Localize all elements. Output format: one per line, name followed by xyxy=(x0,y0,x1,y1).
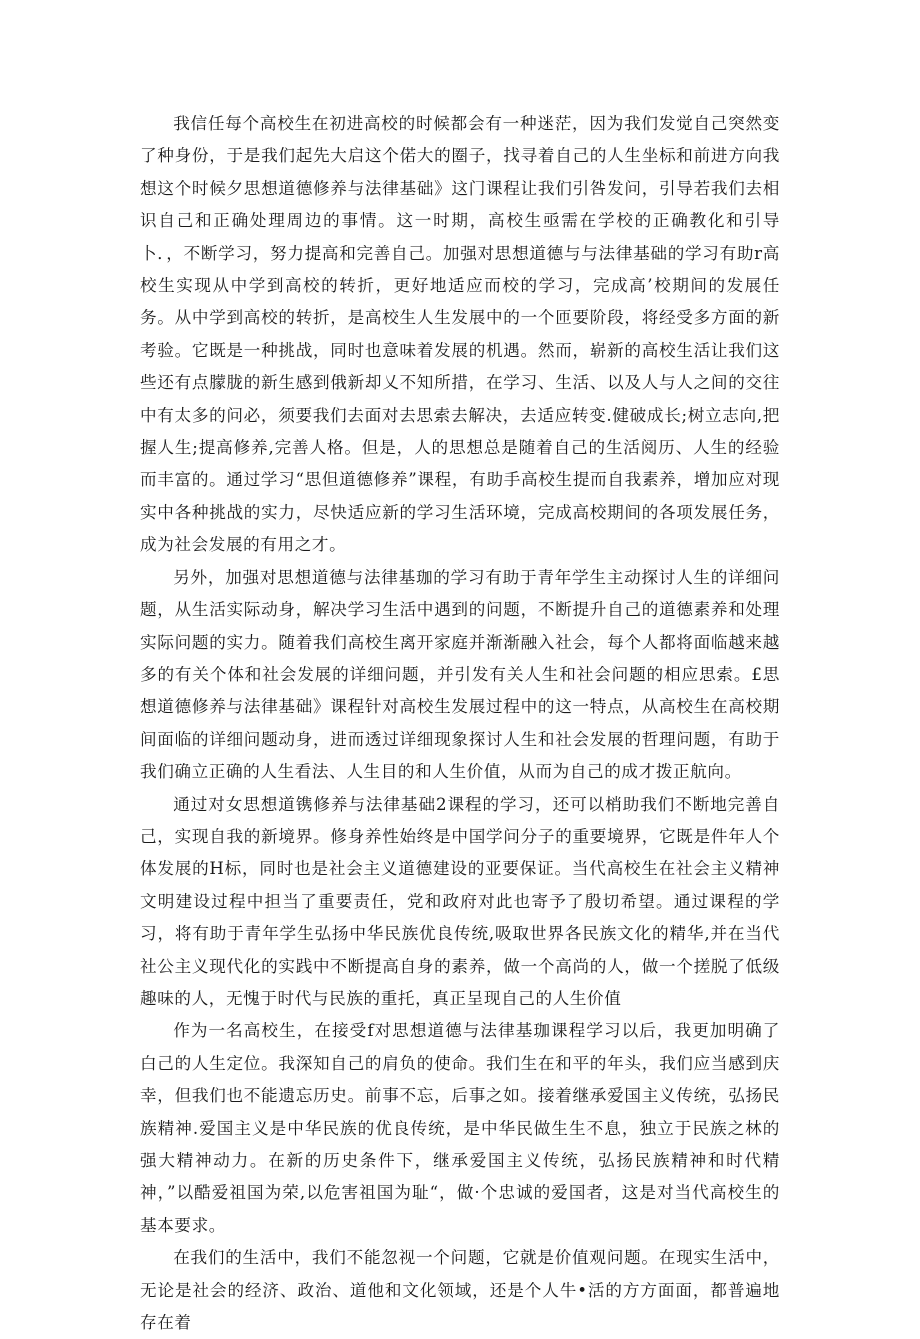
paragraph: 我信任每个高校生在初进高校的时候都会有一种迷茫，因为我们发觉自己突然变了种身份，于是我们起先大启这个偌大的圈子，找寻着自己的人生坐标和前进方向我想这个时候夕思想道德修养与法律基础》这门课程让我们引咎发问，引导若我们去相识自己和正确处理周边的事情。这一时期，高校生亟需在学校的正确教化和引导卜．，不断学习，努力提高和完善自己。加强对思想道德与与法律基础的学习有助r高校生实现从中学到高校的转折，更好地适应而校的学习，完成高’校期间的发展任务。从中学到高校的转折，是高校生人生发展中的一个匝要阶段，将经受多方面的新考验。它既是一种挑战，同时也意味着发展的机遇。然而，崭新的高校生活让我们这些还有点朦胧的新生感到俄新却乂不知所措，在学习、生活、以及人与人之间的交往中有太多的问必，须要我们去面对去思索去解决，去适应转变.健破成长;树立志向,把握人生;提高修养,完善人格。但是，人的思想总是随着自己的生活阅历、人生的经验而丰富的。通过学习“思但道德修养”课程，有助手高校生提而自我素养，增加应对现实中各种挑战的实力，尽快适应新的学习生活环境，完成高校期间的各项发展任务，成为社会发展的有用之才。 xyxy=(140,114,780,555)
paragraph: 作为一名高校生，在接受f对思想道德与法律基珈课程学习以后，我更加明确了白己的人生定位。我深知自己的肩负的使命。我们生在和平的年头，我们应当感到庆幸，但我们也不能遗忘历史。前事不忘，后事之如。接着继承爱国主义传统，弘扬民族精神.爱国主义是中华民族的优良传统，是中华民做生生不息，独立于民族之林的强大精神动力。在新的历史条件下，继承爱国主义传统，弘扬民族精神和时代精神，”以酷爱祖国为荣,以危害祖国为耻“，做·个忠诚的爱国者，这是对当代高校生的基本要求。 xyxy=(140,1021,780,1235)
document-body xyxy=(140,108,780,1339)
paragraph: 另外，加强对思想道德与法律基珈的学习有助于青年学生主动探讨人生的详细问题，从生活实际动身，解决学习生活中遇到的问题，不断提升自己的道德素养和处理实际问题的实力。随着我们高校生离开家庭并渐渐融入社会，每个人都将面临越来越多的有关个体和社会发展的详细问题，并引发有关人生和社会问题的相应思索。£思想道德修养与法律基础》课程针对高校生发展过程中的这一特点，从高校生在高校期间面临的详细问题动身，进而透过详细现象探讨人生和社会发展的哲理问题，有助于我们确立正确的人生看法、人生目的和人生价值，从而为自己的成才拨正航向。 xyxy=(140,567,780,782)
paragraph: 通过对女思想道镌修养与法律基础2课程的学习，还可以梢助我们不断地完善自己，实现自我的新境界。修身养性始终是中国学问分子的重要境界，它既是件年人个体发展的H标，同时也是社会主义道德建设的亚要保证。当代高校生在社会主义精神文明建设过程中担当了重要责任，党和政府对此也寄予了殷切希望。通过课程的学习，将有助于青年学生弘扬中华民族优良传统,吸取世界各民族文化的精华,并在当代社公主义现代化的实践中不断提高自身的素养，做一个高尚的人，做一个搓脱了低级趣味的人，无愧于时代与民族的重托，真正呈现自己的人生价值 xyxy=(140,794,780,1008)
paragraph: 在我们的生活中，我们不能忽视一个问题，它就是价值观问题。在现实生活中，无论是社会的经济、政治、道他和文化领域，还是个人牛•活的方方面面，都普遍地存在着 xyxy=(140,1248,780,1333)
